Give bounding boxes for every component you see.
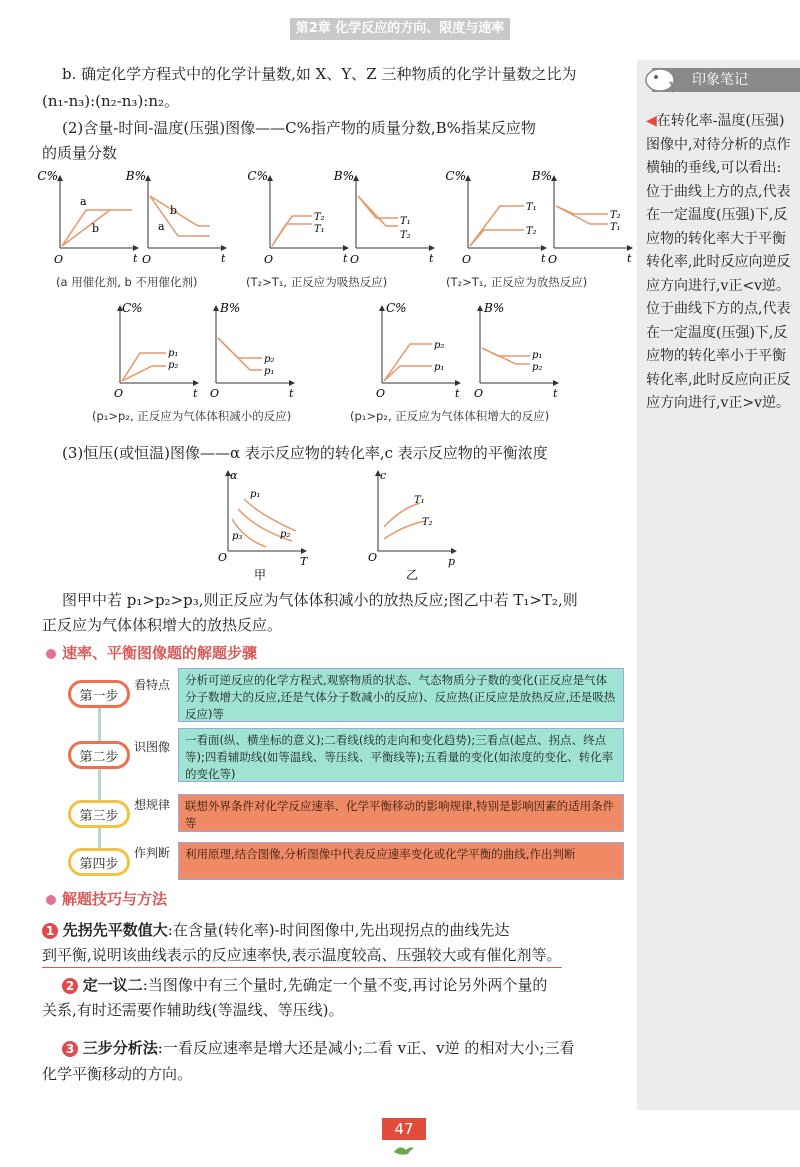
axis-label: t — [627, 252, 632, 265]
page-number: 47 — [382, 1118, 426, 1140]
curve-label: a — [158, 220, 165, 233]
step-box: 联想外界条件对化学反应速率、化学平衡移动的影响规律,特别是影响因素的适用条件等 — [178, 794, 624, 832]
caption: (T₂>T₁, 正反应为放热反应) — [446, 275, 588, 289]
curve-label: T₂ — [526, 226, 537, 237]
curve-label: p₂ — [532, 362, 543, 373]
graph-pressure-c2 — [376, 301, 460, 400]
step-box: 利用原理,结合图像,分析图像中代表反应速率变化或化学平衡的曲线,作出判断 — [178, 842, 624, 880]
axis-label: B% — [333, 169, 354, 183]
step-box: 分析可逆反应的化学方程式,观察物质的状态、气态物质分子数的变化(正反应是气体分子数增大的反应,还是气体分子数减小的反应)、反应热(正反应是放热反应,还是吸热反应)等 — [178, 668, 624, 722]
graph-exo-c — [445, 169, 546, 266]
curve-label: T₂ — [610, 210, 621, 221]
axis-label: p — [448, 555, 456, 568]
step-label: 想规律 — [134, 798, 171, 812]
axis-label: t — [221, 252, 226, 265]
curve-label: T₁ — [314, 224, 325, 235]
axis-label: O — [218, 551, 228, 564]
curve-label: p₁ — [168, 348, 179, 359]
step-pill: 第四步 — [68, 848, 130, 876]
curve-label: b — [92, 222, 100, 235]
timeline-line — [98, 688, 101, 858]
graph-jia — [218, 469, 309, 568]
curve-label: T₁ — [610, 222, 621, 233]
tip-2: 2 定一议二:当图像中有三个量时,先确定一个量不变,再讨论另外两个量的 — [62, 973, 547, 997]
curve-label: p₂ — [434, 340, 445, 351]
caption: (p₁>p₂, 正反应为气体体积减小的反应) — [92, 409, 292, 423]
graph-temp-c — [247, 169, 348, 266]
curve-label: p₂ — [280, 529, 291, 540]
curve-label: a — [80, 195, 87, 208]
triangle-left-icon: ◀ — [646, 113, 657, 129]
side-note-text: ◀在转化率-温度(压强)图像中,对待分析的点作横轴的垂线,可以看出:位于曲线上方的点,代表在一定温度(压强)下,反应物的转化率大于平衡转化率,此时反应向逆反应方向进行,v正<v逆。位于曲线下方的点,代表在一定温度(压强)下,反应物的转化率小于平衡转化率,此时反应向正反应方向进行,v正>v逆。 — [646, 113, 791, 411]
curve-label: T₂ — [400, 230, 411, 241]
axis-label: O — [368, 551, 378, 564]
axis-label: O — [376, 387, 386, 400]
chapter-header: 第2章 化学反应的方向、限度与速率 — [290, 18, 510, 40]
text-line: 到平衡,说明该曲线表示的反应速率快,表示温度较高、压强较大或有催化剂等。 — [42, 943, 562, 968]
graph-exo-b — [531, 169, 632, 266]
step-box: 一看面(纵、横坐标的意义);二看线(线的走向和变化趋势);三看点(起点、拐点、终点等);四看辅助线(如等温线、等压线、平衡线等);五看量的变化(如浓度的变化、转化率的变化等) — [178, 728, 624, 782]
curve-label: p₁ — [532, 350, 543, 361]
axis-label: t — [455, 387, 460, 400]
axis-label: B% — [484, 301, 505, 315]
axis-label: t — [289, 387, 294, 400]
axis-label: O — [350, 253, 360, 266]
section-title-steps: 速率、平衡图像题的解题步骤 — [46, 642, 257, 663]
axis-label: O — [54, 253, 64, 266]
text-line: 图甲中若 p₁>p₂>p₃,则正反应为气体体积减小的放热反应;图乙中若 T₁>T₂,则 — [62, 591, 578, 609]
text-line: (3)恒压(或恒温)图像——α 表示反应物的转化率,c 表示反应物的平衡浓度 — [62, 444, 548, 462]
graph-temp-b — [333, 169, 434, 266]
bird-icon — [392, 1142, 416, 1158]
curve-label: p₁ — [264, 366, 275, 377]
step-pill: 第二步 — [68, 741, 130, 769]
axis-label: O — [142, 253, 152, 266]
axis-label: C% — [445, 169, 466, 183]
graph-catalyst — [37, 169, 138, 266]
figure-label-yi: 乙 — [406, 568, 419, 582]
curve-label: p₂ — [264, 354, 275, 365]
axis-label: t — [343, 252, 348, 265]
axis-label: B% — [125, 169, 146, 183]
curve-label: p₃ — [232, 531, 243, 542]
axis-label: c — [380, 469, 387, 482]
text-line: (2)含量-时间-温度(压强)图像——C%指产物的质量分数,B%指某反应物 — [62, 119, 536, 137]
elephant-icon — [642, 62, 678, 94]
axis-label: t — [541, 252, 546, 265]
curve-label: T₁ — [400, 216, 411, 227]
axis-label: B% — [531, 169, 552, 183]
graph-row-2 — [100, 298, 570, 398]
curve-label: T₂ — [422, 517, 433, 528]
axis-label: O — [474, 387, 484, 400]
axis-label: C% — [122, 301, 143, 315]
axis-label: C% — [386, 301, 407, 315]
axis-label: T — [300, 555, 308, 568]
step-label: 识图像 — [134, 740, 171, 754]
tip-1: 1 先拐先平数值大:在含量(转化率)-时间图像中,先出现拐点的曲线先达 — [42, 918, 509, 942]
graph-catalyst-b — [125, 169, 226, 266]
curve-label: p₂ — [168, 360, 179, 371]
graph-pressure-c1 — [114, 301, 198, 400]
axis-label: α — [230, 469, 238, 482]
caption: (a 用催化剂, b 不用催化剂) — [56, 275, 198, 289]
axis-label: t — [429, 252, 434, 265]
axis-label: O — [210, 387, 220, 400]
caption: (p₁>p₂, 正反应为气体体积增大的反应) — [350, 409, 550, 423]
axis-label: O — [264, 253, 274, 266]
axis-label: O — [114, 387, 124, 400]
step-label: 作判断 — [134, 846, 171, 860]
curve-label: T₂ — [314, 212, 325, 223]
curve-label: p₁ — [250, 489, 261, 500]
text-line: 化学平衡移动的方向。 — [42, 1065, 193, 1083]
text-line: 的质量分数 — [42, 144, 118, 162]
graph-pressure-b1 — [210, 301, 294, 400]
axis-label: t — [133, 252, 138, 265]
axis-label: t — [553, 387, 558, 400]
graph-row-1 — [37, 168, 632, 268]
text-line: 正反应为气体体积增大的放热反应。 — [42, 616, 283, 634]
step-label: 看特点 — [134, 678, 171, 692]
step-pill: 第一步 — [68, 680, 130, 708]
curve-label: b — [170, 204, 178, 217]
curve-label: p₁ — [434, 362, 445, 373]
text-line: b. 确定化学方程式中的化学计量数,如 X、Y、Z 三种物质的化学计量数之比为 — [62, 65, 577, 83]
figure-label-jia: 甲 — [254, 568, 267, 582]
number-badge: 1 — [42, 923, 58, 939]
axis-label: B% — [220, 301, 241, 315]
graph-row-3 — [210, 465, 470, 583]
graph-pressure-b2 — [474, 301, 558, 400]
text-line: (n₁-n₃):(n₂-n₃):n₂。 — [42, 92, 180, 110]
text-line: 关系,有时还需要作辅助线(等温线、等压线)。 — [42, 1001, 344, 1019]
axis-label: C% — [37, 169, 58, 183]
graph-yi — [368, 469, 456, 568]
side-note-title: 印象笔记 — [652, 68, 800, 92]
tip-3: 3 三步分析法:一看反应速率是增大还是减小;二看 v正、v逆 的相对大小;三看 — [62, 1036, 574, 1060]
dot-icon — [46, 895, 56, 905]
axis-label: O — [462, 253, 472, 266]
curve-label: T₁ — [526, 202, 537, 213]
axis-label: O — [548, 253, 558, 266]
step-pill: 第三步 — [68, 800, 130, 828]
curve-label: T₁ — [414, 495, 425, 506]
axis-label: t — [193, 387, 198, 400]
caption: (T₂>T₁, 正反应为吸热反应) — [246, 275, 388, 289]
number-badge: 3 — [62, 1041, 78, 1057]
axis-label: C% — [247, 169, 268, 183]
number-badge: 2 — [62, 978, 78, 994]
dot-icon — [46, 649, 56, 659]
section-title-tips: 解题技巧与方法 — [46, 888, 167, 909]
